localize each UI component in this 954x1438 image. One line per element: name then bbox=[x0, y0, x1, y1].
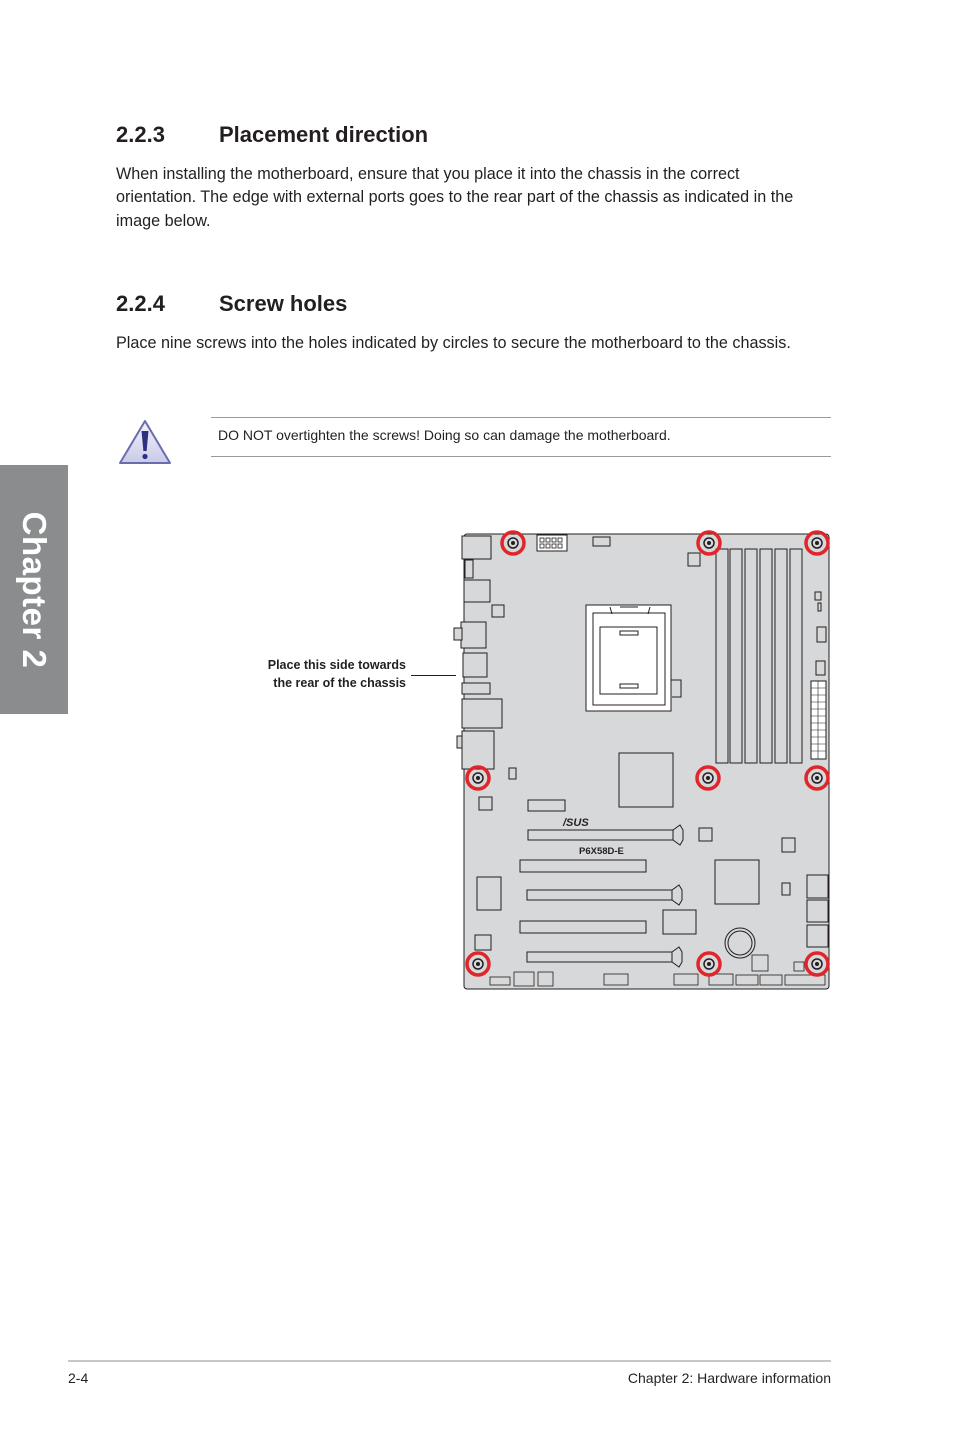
chapter-tab bbox=[0, 465, 68, 714]
motherboard-diagram bbox=[440, 524, 835, 994]
callout-line-1: Place this side towards bbox=[267, 658, 406, 672]
asus-logo: /SUS bbox=[563, 817, 589, 829]
section-title: Screw holes bbox=[219, 291, 348, 316]
footer-page-number: 2-4 bbox=[68, 1370, 89, 1386]
section-heading-placement bbox=[116, 122, 716, 150]
warning-triangle-icon bbox=[118, 419, 172, 466]
rear-callout bbox=[236, 656, 406, 692]
footer-chapter-title: Chapter 2: Hardware information bbox=[627, 1370, 831, 1386]
note-top-rule bbox=[211, 417, 831, 418]
section-heading-screw-holes bbox=[116, 291, 716, 319]
model-label: P6X58D-E bbox=[579, 846, 624, 857]
section-title: Placement direction bbox=[219, 122, 429, 147]
footer-rule bbox=[68, 1360, 831, 1362]
section-body-placement: When installing the motherboard, ensure that you place it into the chassis in the correct orientation. The edge with external ports goes to the rear part of the chassis as indicated in the image below. bbox=[116, 165, 794, 230]
section-body-screw-holes: Place nine screws into the holes indicated by circles to secure the motherboard to the chassis. bbox=[116, 334, 791, 352]
section-number: 2.2.4 bbox=[116, 291, 165, 316]
chapter-tab-label: Chapter 2 bbox=[16, 511, 53, 668]
warning-text: DO NOT overtighten the screws! Doing so can damage the motherboard. bbox=[218, 427, 671, 443]
callout-line-2: the rear of the chassis bbox=[273, 676, 406, 690]
note-bottom-rule bbox=[211, 456, 831, 457]
section-number: 2.2.3 bbox=[116, 122, 165, 147]
